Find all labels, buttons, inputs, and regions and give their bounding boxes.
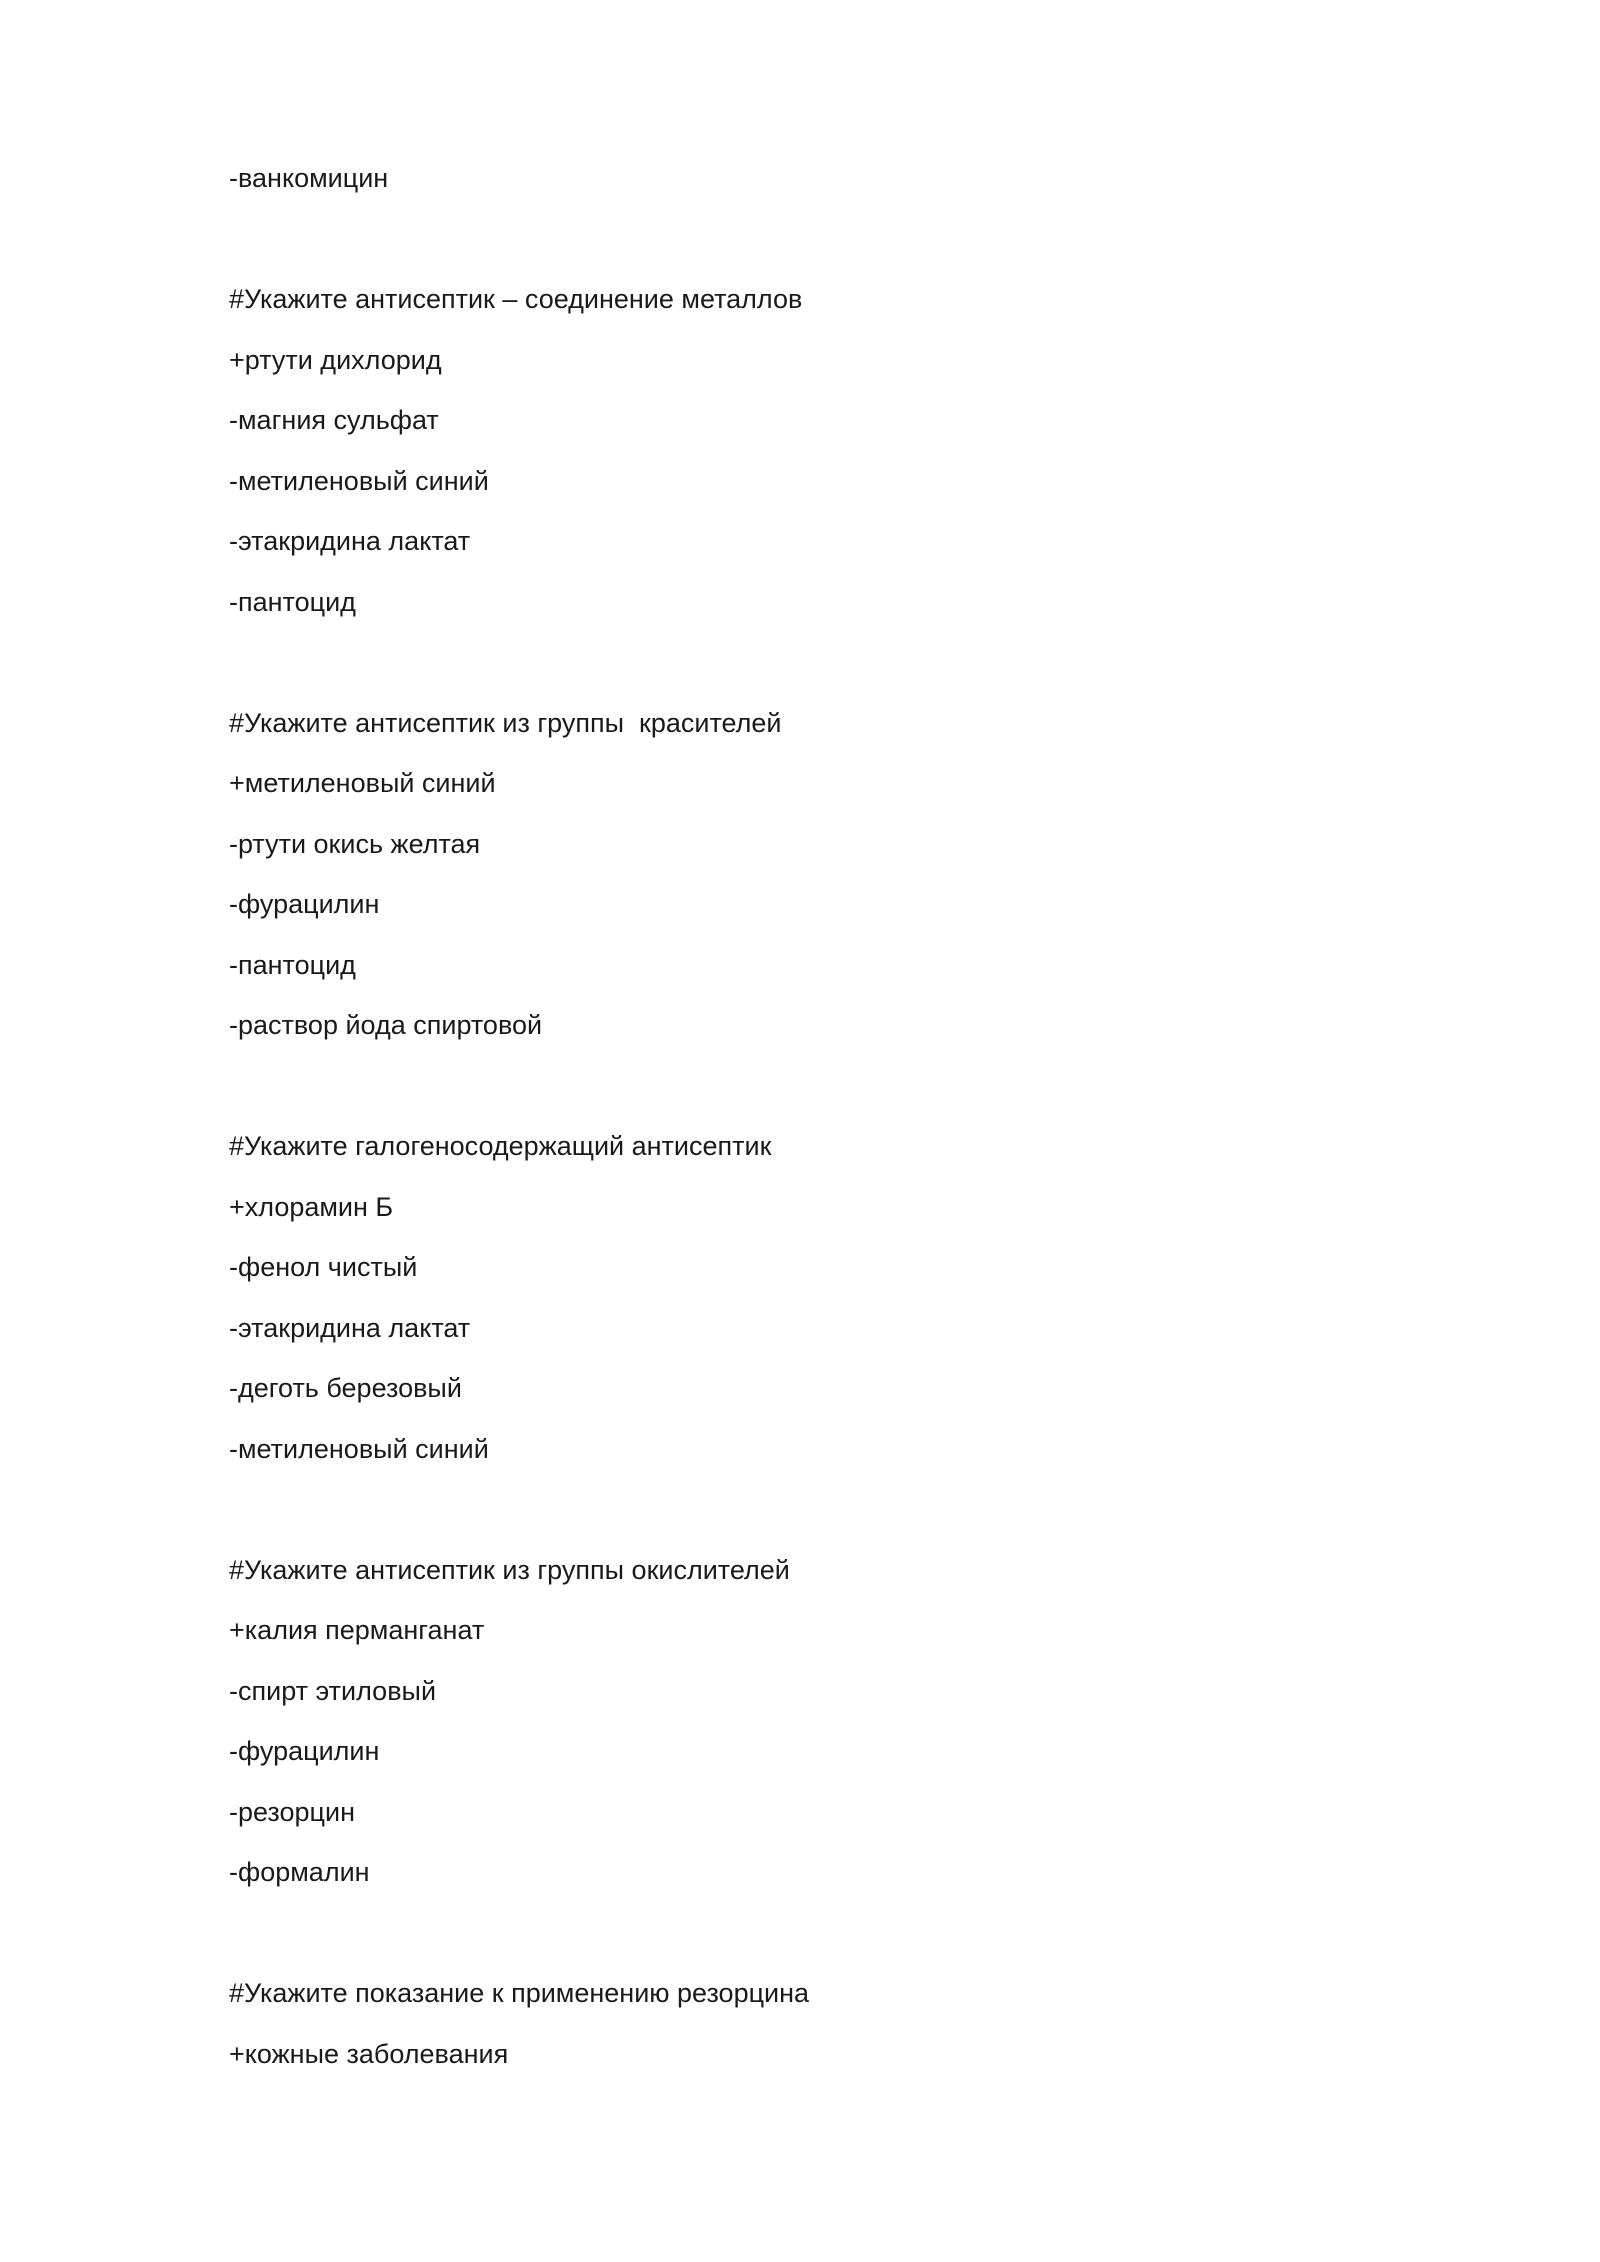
blank-line xyxy=(229,1479,1429,1540)
blank-line xyxy=(229,209,1429,270)
question-text: #Укажите показание к применению резорцина xyxy=(229,1978,810,2008)
answer-option: -пантоцид xyxy=(229,949,356,980)
question-text: #Укажите антисептик из группы окислителей xyxy=(229,1554,790,1585)
correct-option: +метиленовый синий xyxy=(229,768,496,798)
answer-option: -фенол чистый xyxy=(229,1252,418,1282)
blank-line xyxy=(229,632,1429,693)
question-block xyxy=(229,693,1429,1056)
correct-option: +ртути дихлорид xyxy=(229,344,442,375)
blank-line xyxy=(229,1903,1429,1964)
answer-option: -ванкомицин xyxy=(229,163,389,193)
answer-option: -фурацилин xyxy=(229,889,380,919)
answer-option: -деготь березовый xyxy=(229,1373,462,1403)
correct-option: +калия перманганат xyxy=(229,1615,485,1645)
answer-option: -метиленовый синий xyxy=(229,1433,489,1464)
answer-option: -раствор йода спиртовой xyxy=(229,1010,543,1040)
answer-option: -магния сульфат xyxy=(229,405,439,435)
correct-option: +кожные заболевания xyxy=(229,2038,509,2069)
answer-option: -резорцин xyxy=(229,1796,355,1827)
answer-option: -спирт этиловый xyxy=(229,1675,437,1706)
question-block xyxy=(229,269,1429,632)
question-block xyxy=(229,1963,1429,2084)
question-block xyxy=(229,1540,1429,1903)
answer-option: -этакридина лактат xyxy=(229,526,471,556)
answer-option: -фурацилин xyxy=(229,1736,380,1766)
answer-option: -этакридина лактат xyxy=(229,1312,471,1343)
document-body xyxy=(229,148,1429,2084)
correct-option: +хлорамин Б xyxy=(229,1191,394,1222)
answer-option: -метиленовый синий xyxy=(229,465,489,496)
answer-option: -пантоцид xyxy=(229,586,356,617)
blank-line xyxy=(229,1056,1429,1117)
answer-option: -формалин xyxy=(229,1857,370,1887)
question-block xyxy=(229,1116,1429,1479)
answer-option: -ртути окись желтая xyxy=(229,828,481,859)
question-text: #Укажите галогеносодержащий антисептик xyxy=(229,1131,772,1161)
question-text: #Укажите антисептик из группы красителей xyxy=(229,707,782,738)
question-text: #Укажите антисептик – соединение металлов xyxy=(229,284,803,314)
